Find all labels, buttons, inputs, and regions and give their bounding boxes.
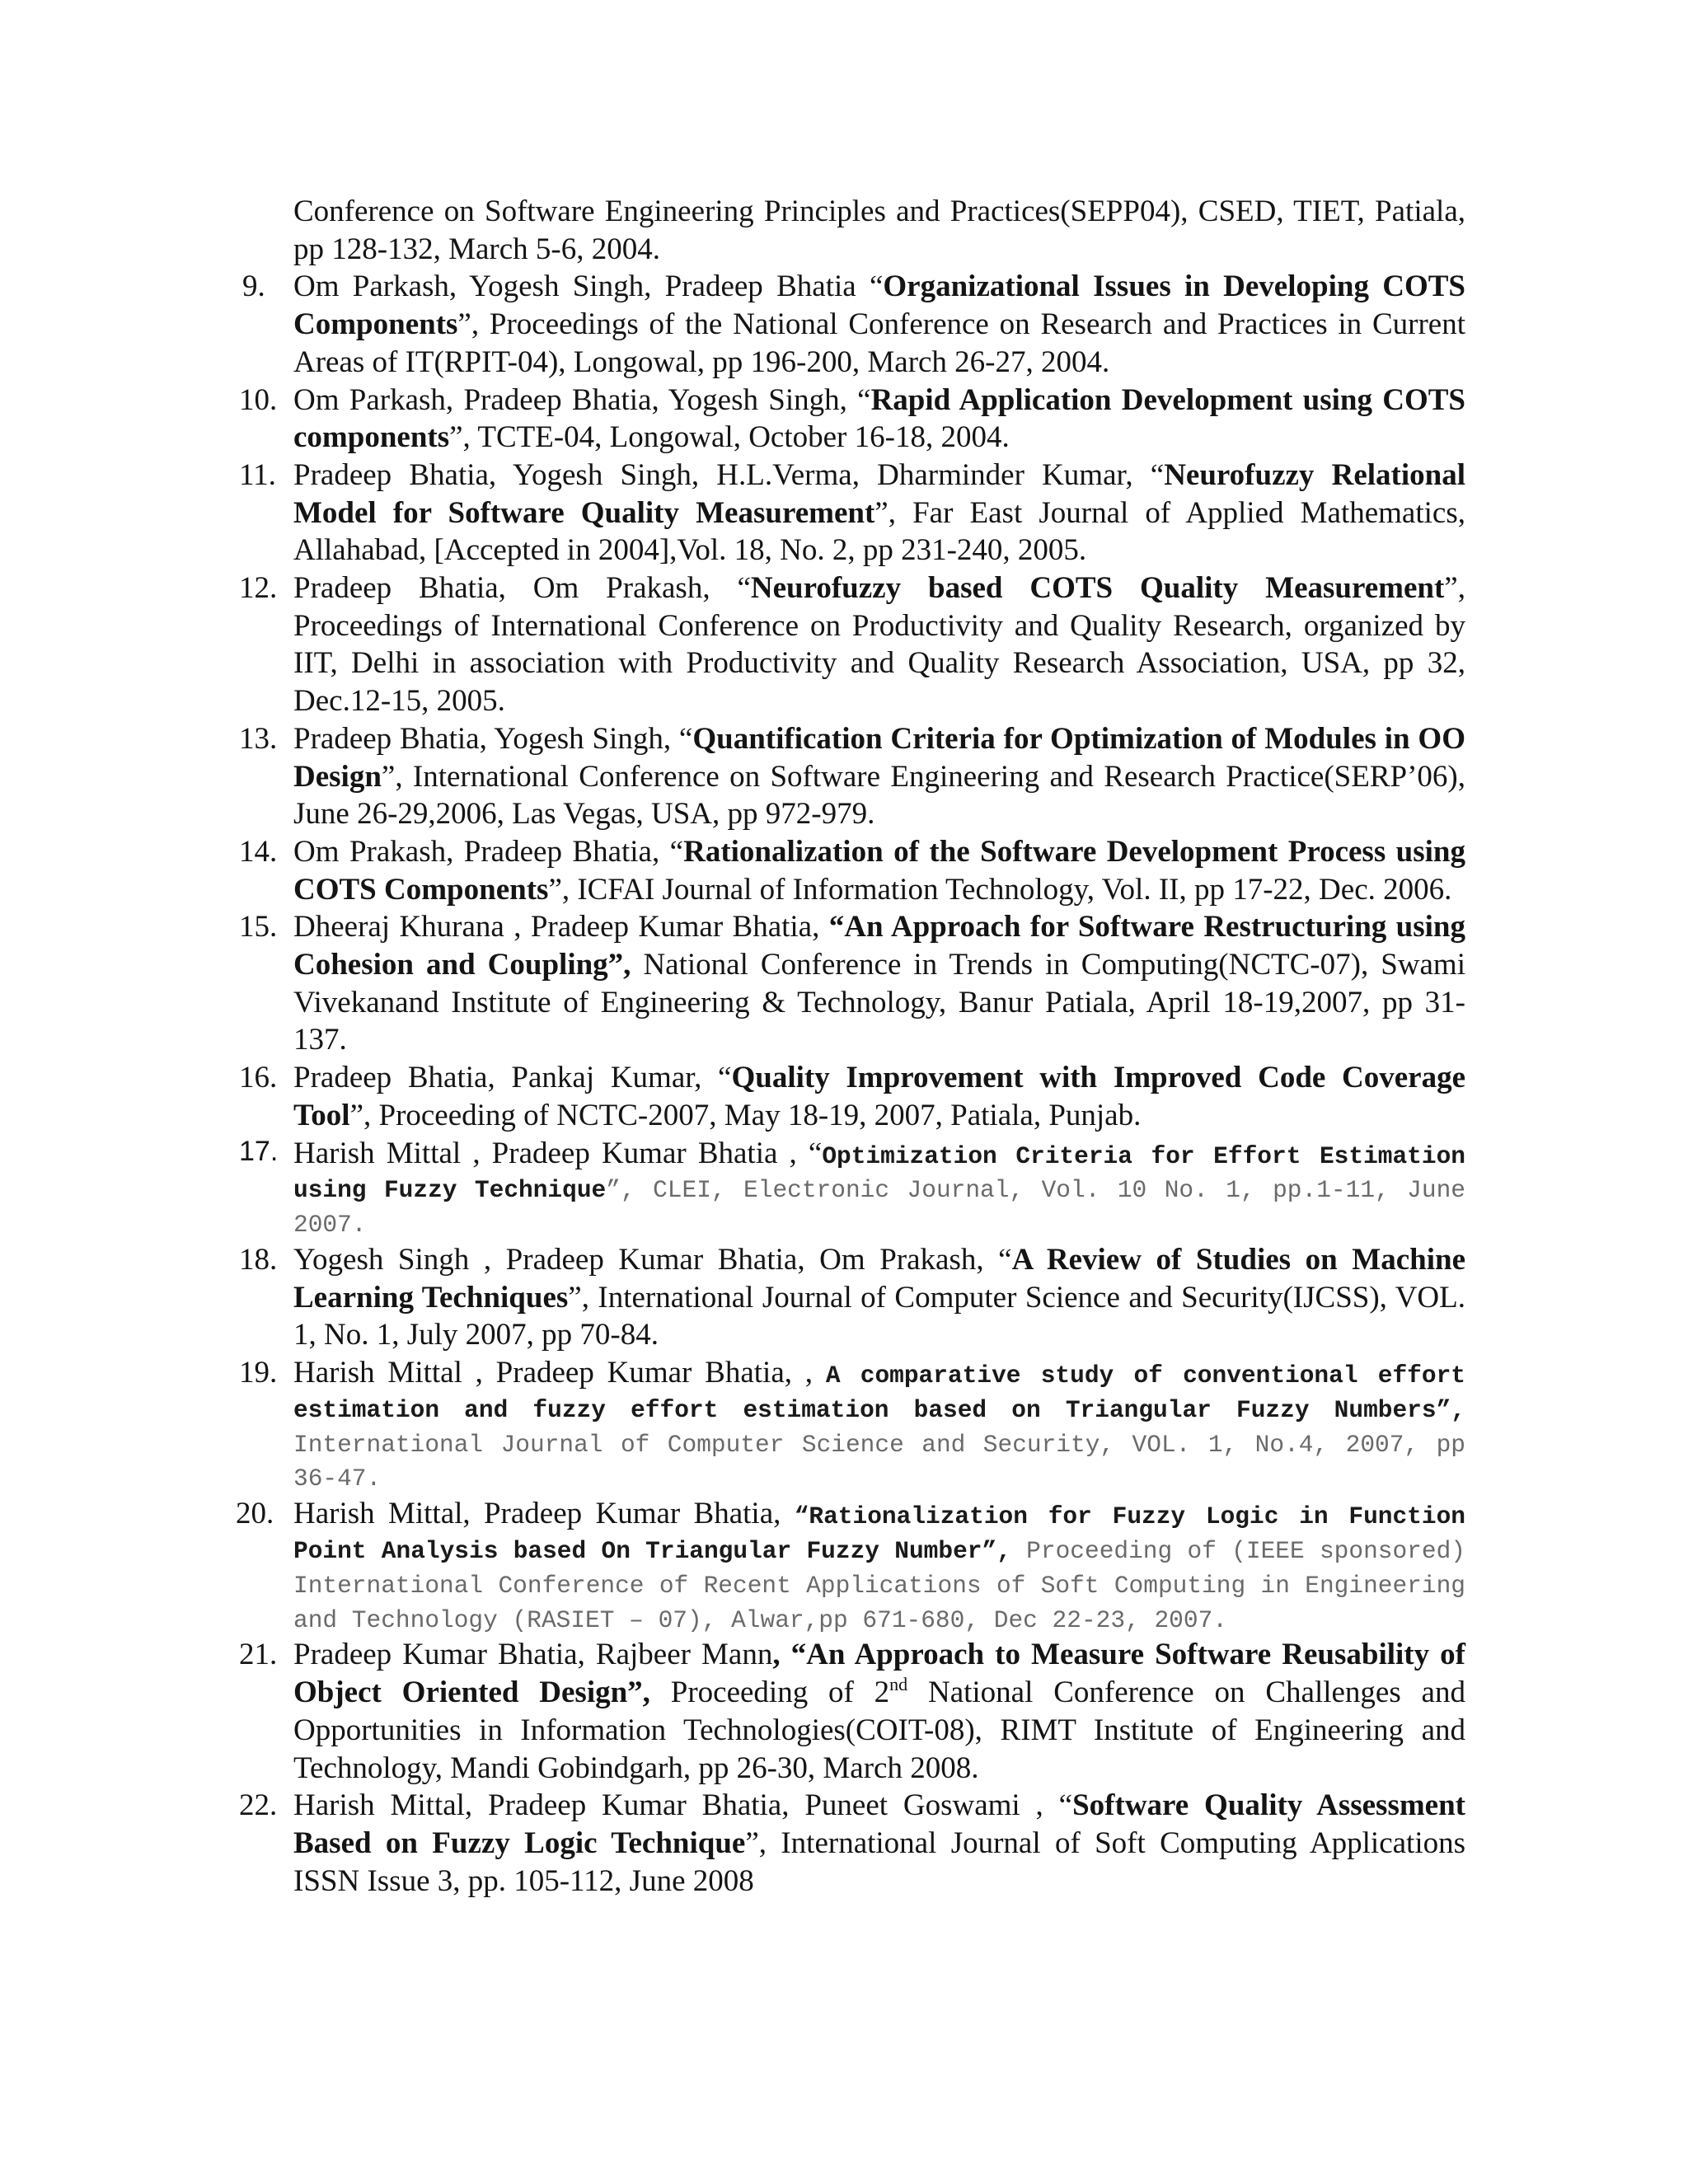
reference-number: 20. — [236, 1497, 274, 1531]
reference-text — [293, 268, 1465, 381]
reference-source: ”, International Journal of Computer Science and Security(IJCSS), VOL. 1, No. 1, July 2007, pp 70-84. — [293, 1280, 1465, 1352]
reference-text — [293, 457, 1465, 569]
reference-title: Rationalization of the Software Development Process using COTS Components — [293, 834, 1465, 907]
reference-item — [239, 833, 1465, 908]
reference-source: ”, International Journal of Soft Computing Applications ISSN Issue 3, pp. 105-112, June 2008 — [293, 1825, 1465, 1898]
reference-item — [239, 1135, 1465, 1241]
reference-source: ”, TCTE-04, Longowal, October 16-18, 2004. — [449, 420, 1010, 455]
reference-list — [236, 193, 1466, 1900]
reference-source: International Journal of Computer Science and Security, VOL. 1, No.4, 2007, pp 36-47. — [293, 1430, 1465, 1493]
reference-title: A Review of Studies on Machine Learning Techniques — [293, 1242, 1465, 1315]
reference-authors: Om Parkash, Pradeep Bhatia, Yogesh Singh, “ — [293, 382, 871, 417]
reference-number: 17. — [239, 1135, 279, 1167]
reference-title: , “An Approach to Measure Software Reusability of Object Oriented Design”, — [293, 1638, 1465, 1710]
reference-item — [239, 908, 1465, 1059]
ordinal-suffix: nd — [889, 1674, 908, 1695]
reference-authors: Yogesh Singh , Pradeep Kumar Bhatia, Om Prakash, “ — [293, 1242, 1012, 1277]
reference-number: 22. — [239, 1788, 278, 1823]
reference-authors: Harish Mittal, Pradeep Kumar Bhatia, Puneet Goswami , “ — [293, 1788, 1073, 1823]
reference-number: 15. — [239, 910, 278, 944]
reference-text — [293, 569, 1465, 720]
reference-item — [239, 569, 1465, 720]
reference-authors: Pradeep Bhatia, Om Prakash, “ — [293, 571, 751, 606]
reference-source: ”, International Conference on Software Engineering and Research Practice(SERP’06), June 26-29,2006, Las Vegas, USA, pp 972-979. — [293, 759, 1465, 832]
reference-title: Optimization Criteria for Effort Estimation using Fuzzy Technique — [293, 1141, 1465, 1205]
reference-number: 11. — [239, 457, 276, 492]
reference-text — [293, 382, 1465, 457]
reference-authors: Pradeep Bhatia, Yogesh Singh, “ — [293, 721, 693, 756]
reference-number: 10. — [239, 382, 278, 417]
reference-number: 14. — [239, 834, 278, 869]
reference-authors: Harish Mittal , Pradeep Kumar Bhatia, , — [293, 1356, 826, 1390]
reference-text — [293, 1354, 1465, 1495]
reference-source: National Conference on Challenges and Opportunities in Information Technologies(COIT-08), RIMT Institute of Engineering and Technology, Mandi Gobindgarh, pp 26-30, March 2008. — [293, 1675, 1465, 1785]
reference-authors: Pradeep Kumar Bhatia, Rajbeer Mann — [293, 1638, 773, 1672]
reference-number: 13. — [239, 721, 278, 756]
reference-source: ”, Proceedings of International Conference on Productivity and Quality Research, organized by IIT, Delhi in association with Productivity and Quality Research Association, USA, pp 32, Dec.12-15, 2005. — [293, 571, 1465, 719]
reference-title: Quantification Criteria for Optimization of Modules in OO Design — [293, 721, 1465, 794]
reference-authors: Dheeraj Khurana , Pradeep Kumar Bhatia, — [293, 910, 829, 944]
reference-item — [236, 1495, 1465, 1636]
reference-item — [239, 1787, 1465, 1900]
reference-authors: Om Parkash, Yogesh Singh, Pradeep Bhatia “ — [293, 269, 884, 304]
reference-title: Rapid Application Development using COTS components — [293, 382, 1466, 455]
reference-item — [239, 268, 1465, 381]
reference-item — [239, 457, 1465, 569]
reference-authors: Harish Mittal, Pradeep Kumar Bhatia, — [293, 1497, 795, 1531]
reference-title: A comparative study of conventional effort estimation and fuzzy effort estimation based on Triangular Fuzzy Numbers”, — [293, 1361, 1465, 1424]
reference-text — [293, 1241, 1465, 1354]
reference-number: 9. — [242, 269, 265, 304]
reference-item — [239, 1059, 1465, 1134]
reference-authors: Pradeep Bhatia, Pankaj Kumar, “ — [293, 1061, 732, 1095]
reference-text: Conference on Software Engineering Principles and Practices(SEPP04), CSED, TIET, Patiala, pp 128-132, March 5-6, 2004. — [293, 194, 1465, 266]
reference-text — [293, 720, 1465, 833]
reference-number: 19. — [239, 1356, 278, 1390]
reference-item — [239, 382, 1465, 457]
reference-source: ”, ICFAI Journal of Information Technology, Vol. II, pp 17-22, Dec. 2006. — [548, 872, 1452, 907]
reference-text — [293, 1787, 1465, 1900]
reference-title: Organizational Issues in Developing COTS Components — [293, 269, 1465, 342]
reference-title: “Rationalization for Fuzzy Logic in Function Point Analysis based On Triangular Fuzzy Number”, — [293, 1502, 1465, 1566]
reference-authors: Harish Mittal , Pradeep Kumar Bhatia , “ — [293, 1136, 823, 1170]
reference-item — [239, 1241, 1465, 1354]
reference-title: “An Approach for Software Restructuring using Cohesion and Coupling”, — [293, 910, 1465, 982]
reference-source: ”, CLEI, Electronic Journal, Vol. 10 No. 1, pp.1-11, June 2007. — [293, 1176, 1465, 1240]
reference-title: Quality Improvement with Improved Code Coverage Tool — [293, 1061, 1466, 1132]
reference-text — [293, 1636, 1465, 1787]
reference-item — [239, 720, 1465, 833]
reference-authors: Om Prakash, Pradeep Bhatia, “ — [293, 834, 684, 869]
reference-text — [293, 1135, 1465, 1241]
reference-source: National Conference in Trends in Computing(NCTC-07), Swami Vivekanand Institute of Engineering & Technology, Banur Patiala, April 18-19,2007, pp 31-137. — [293, 948, 1465, 1057]
reference-number: 18. — [239, 1242, 278, 1277]
reference-number: 21. — [239, 1638, 278, 1672]
reference-source-prefix: Proceeding of 2 — [649, 1675, 890, 1710]
reference-source: ”, Proceeding of NCTC-2007, May 18-19, 2007, Patiala, Punjab. — [349, 1098, 1142, 1132]
reference-item — [239, 1636, 1465, 1787]
reference-number: 16. — [239, 1061, 278, 1095]
reference-title: Neurofuzzy Relational Model for Software Quality Measurement — [293, 457, 1465, 530]
reference-source: ”, Proceedings of the National Conference on Research and Practices in Current Areas of IT(RPIT-04), Longowal, pp 196-200, March 26-27, 2004. — [293, 307, 1465, 379]
reference-item — [239, 193, 1465, 268]
reference-source: ”, Far East Journal of Applied Mathematics, Allahabad, [Accepted in 2004],Vol. 18, No. 2, pp 231-240, 2005. — [293, 495, 1465, 568]
reference-text — [293, 1059, 1465, 1134]
reference-item — [239, 1354, 1465, 1495]
reference-text — [293, 833, 1465, 908]
reference-number: 12. — [239, 571, 278, 606]
reference-authors: Pradeep Bhatia, Yogesh Singh, H.L.Verma, Dharminder Kumar, “ — [293, 457, 1165, 492]
reference-text — [293, 908, 1465, 1059]
reference-text — [293, 1495, 1465, 1636]
reference-source: Proceeding of (IEEE sponsored) International Conference of Recent Applications of Soft Computing in Engineering and Technology (RASIET – 07), Alwar,pp 671-680, Dec 22-23, 2007. — [293, 1537, 1465, 1634]
reference-title: Neurofuzzy based COTS Quality Measurement — [750, 571, 1445, 606]
reference-title: Software Quality Assessment Based on Fuzzy Logic Technique — [293, 1788, 1465, 1860]
